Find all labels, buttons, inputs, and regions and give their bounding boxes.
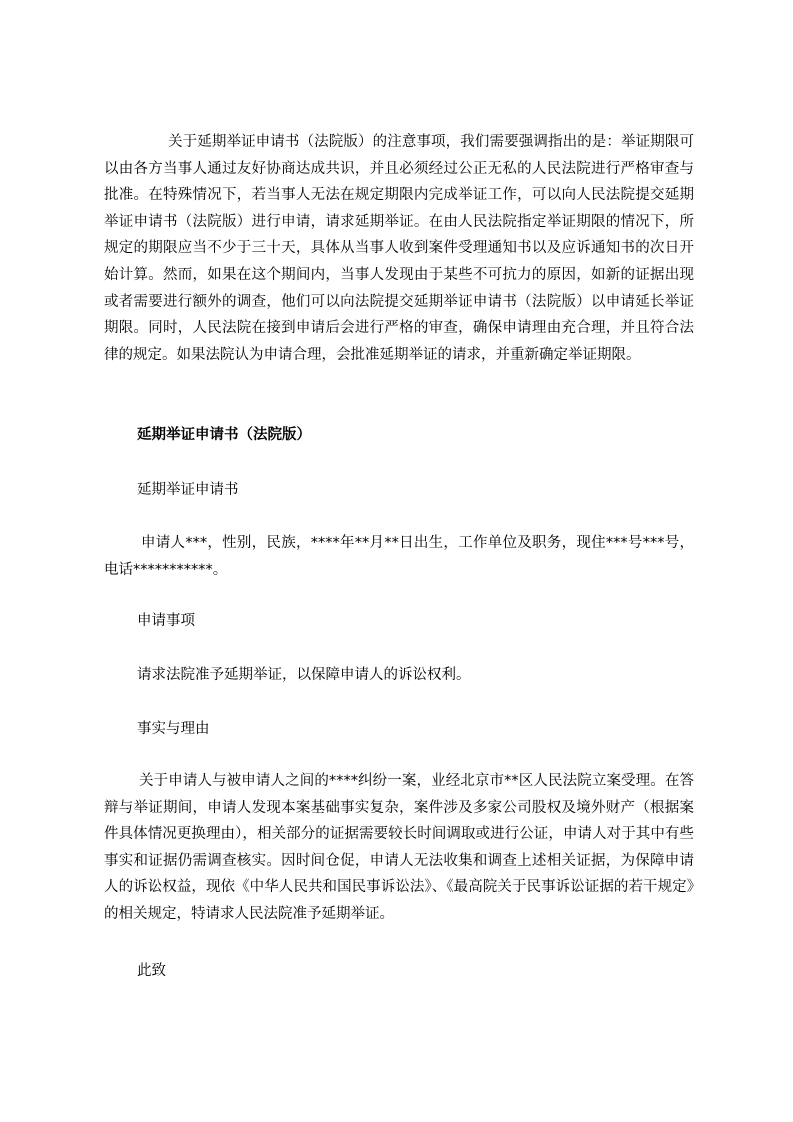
section-title: 延期举证申请书（法院版） xyxy=(137,427,311,443)
facts-heading: 事实与理由 xyxy=(137,721,210,737)
request-heading: 申请事项 xyxy=(137,613,195,629)
applicant-info: 申请人***，性别，民族，****年**月**日出生，工作单位及职务，现住***号***号，电话***********。 xyxy=(104,535,694,578)
request-text: 请求法院准予延期举证，以保障申请人的诉讼权利。 xyxy=(137,667,471,683)
closing-salutation: 此致 xyxy=(137,963,166,979)
intro-paragraph: 关于延期举证申请书（法院版）的注意事项，我们需要强调指出的是：举证期限可以由各方当事人通过友好协商达成共识，并且必须经过公正无私的人民法院进行严格审查与批准。在特殊情况下，若当事人无法在规定期限内完成举证工作，可以向人民法院提交延期举证申请书（法院版）进行申请，请求延期举证。在由人民法院指定举证期限的情况下，所规定的期限应当不少于三十天，具体从当事人收到案件受理通知书以及应诉通知书的次日开始计算。然而，如果在这个期间内，当事人发现由于某些不可抗力的原因，如新的证据出现或者需要进行额外的调查，他们可以向法院提交延期举证申请书（法院版）以申请延长举证期限。同时，人民法院在接到申请后会进行严格的审查，确保申请理由充合理，并且符合法律的规定。如果法院认为申请合理，会批准延期举证的请求，并重新确定举证期限。 xyxy=(104,134,694,363)
facts-paragraph: 关于申请人与被申请人之间的****纠纷一案，业经北京市**区人民法院立案受理。在答辩与举证期间，申请人发现本案基础事实复杂，案件涉及多家公司股权及境外财产（根据案件具体情况更换理由），相关部分的证据需要较长时间调取或进行公证，申请人对于其中有些事实和证据仍需调查核实。因时间仓促，申请人无法收集和调查上述相关证据，为保障申请人的诉讼权益，现依《中华人民共和国民事诉讼法》、《最高院关于民事诉讼证据的若干规定》的相关规定，特请求人民法院准予延期举证。 xyxy=(104,773,694,922)
form-title: 延期举证申请书 xyxy=(137,482,239,498)
